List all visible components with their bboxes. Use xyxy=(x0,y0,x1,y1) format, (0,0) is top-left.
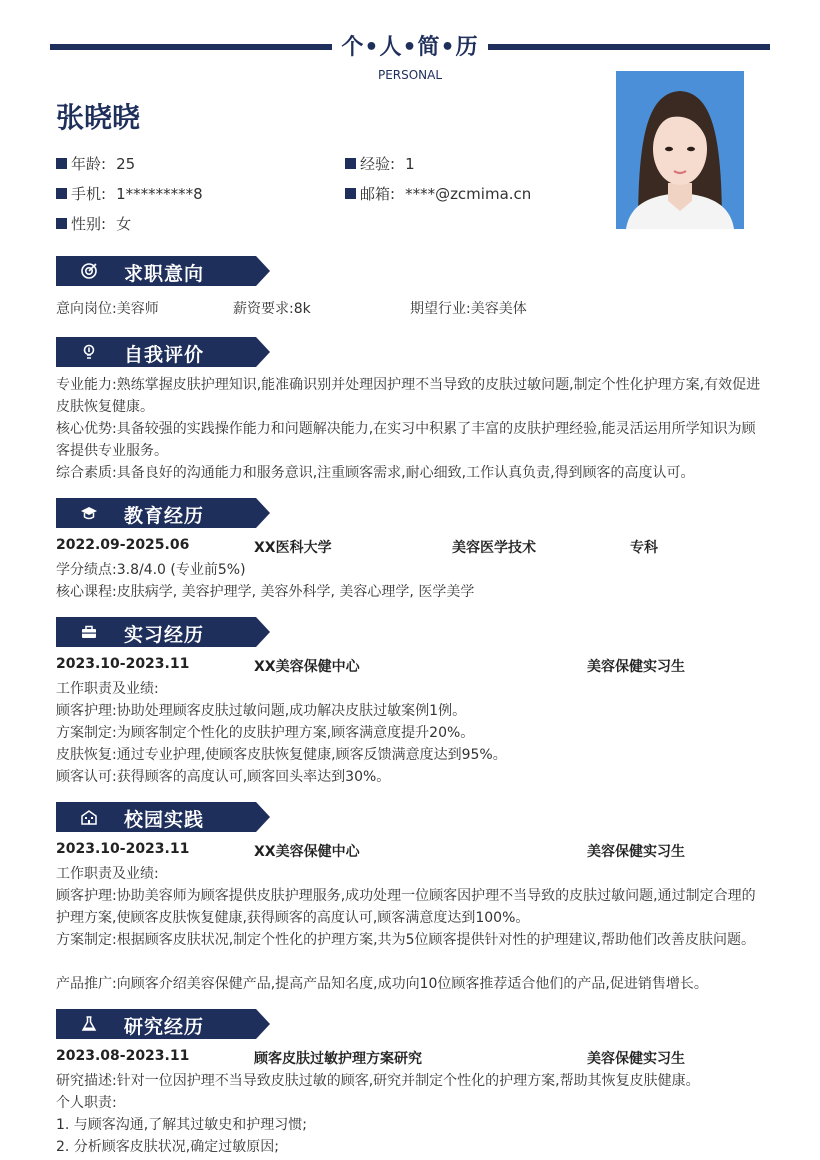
campus-date: 2023.10-2023.11 xyxy=(56,841,190,857)
info-age-value: 25 xyxy=(116,154,136,173)
edu-gpa: 学分绩点:3.8/4.0 (专业前5%) xyxy=(56,562,246,578)
research-date: 2023.08-2023.11 xyxy=(56,1048,190,1064)
section-title-education: 教育经历 xyxy=(124,505,205,527)
lightbulb-icon xyxy=(80,343,98,361)
graduation-cap-icon xyxy=(80,504,98,522)
briefcase-icon xyxy=(80,623,98,641)
info-experience xyxy=(345,153,415,174)
bullet-square-icon xyxy=(345,188,356,199)
document-title: 个•人•简•历 xyxy=(341,35,479,60)
intern-role: 美容保健实习生 xyxy=(587,659,685,675)
intent-position: 意向岗位:美容师 xyxy=(56,301,159,317)
info-phone xyxy=(56,183,203,204)
candidate-name: 张晓晓 xyxy=(56,101,141,134)
self-eval-strength: 核心优势:具备较强的实践操作能力和问题解决能力,在实习中积累了丰富的皮肤护理经验,能灵活运用所学知识为顾客提供专业服务。 xyxy=(56,421,756,459)
bullet-square-icon xyxy=(56,158,67,169)
profile-photo xyxy=(616,71,744,229)
campus-para-care: 顾客护理:协助美容师为顾客提供皮肤护理服务,成功处理一位顾客因护理不当导致的皮肤过敏问题,通过制定合理的护理方案,使顾客皮肤恢复健康,获得顾客的高度认可,顾客满意度达到100%。 xyxy=(56,888,756,926)
intern-line-recognition: 顾客认可:获得顾客的高度认可,顾客回头率达到30%。 xyxy=(56,769,391,785)
self-eval-professional: 专业能力:熟练掌握皮肤护理知识,能准确识别并处理因护理不当导致的皮肤过敏问题,制定个性化护理方案,有效促进皮肤恢复健康。 xyxy=(56,377,761,415)
section-header-education xyxy=(56,498,270,528)
intern-org: XX美容保健中心 xyxy=(254,659,360,675)
section-title-intent: 求职意向 xyxy=(124,263,205,285)
research-line-description: 研究描述:针对一位因护理不当导致皮肤过敏的顾客,研究并制定个性化的护理方案,帮助其恢复皮肤健康。 xyxy=(56,1073,700,1089)
intern-line-recovery: 皮肤恢复:通过专业护理,使顾客皮肤恢复健康,顾客反馈满意度达到95%。 xyxy=(56,747,507,763)
section-title-research: 研究经历 xyxy=(124,1016,205,1038)
intern-date: 2023.10-2023.11 xyxy=(56,656,190,672)
section-title-campus: 校园实践 xyxy=(124,809,205,831)
header-rule-right xyxy=(488,44,770,50)
self-eval-quality: 综合素质:具备良好的沟通能力和服务意识,注重顾客需求,耐心细致,工作认真负责,得到顾客的高度认可。 xyxy=(56,465,695,481)
campus-line-duties: 工作职责及业绩: xyxy=(56,866,159,882)
info-email xyxy=(345,183,531,204)
intern-line-plan: 方案制定:为顾客制定个性化的皮肤护理方案,顾客满意度提升20%。 xyxy=(56,725,475,741)
research-project: 顾客皮肤过敏护理方案研究 xyxy=(254,1051,422,1067)
info-age-label: 年龄: xyxy=(71,155,107,173)
section-header-intent xyxy=(56,256,270,286)
research-line-item-2: 2. 分析顾客皮肤状况,确定过敏原因; xyxy=(56,1139,279,1155)
info-experience-value: 1 xyxy=(405,154,415,173)
document-subtitle: PERSONAL xyxy=(377,68,443,82)
info-experience-label: 经验: xyxy=(360,155,396,173)
intent-salary: 薪资要求:8k xyxy=(233,301,311,317)
edu-date: 2022.09-2025.06 xyxy=(56,537,190,553)
info-email-value: ****@zcmima.cn xyxy=(405,184,532,203)
section-title-internship: 实习经历 xyxy=(124,624,205,646)
campus-org: XX美容保健中心 xyxy=(254,844,360,860)
bullet-square-icon xyxy=(345,158,356,169)
research-role: 美容保健实习生 xyxy=(587,1051,685,1067)
edu-courses: 核心课程:皮肤病学, 美容护理学, 美容外科学, 美容心理学, 医学美学 xyxy=(56,584,475,600)
campus-para-plan: 方案制定:根据顾客皮肤状况,制定个性化的护理方案,共为5位顾客提供针对性的护理建议,帮助他们改善皮肤问题。 xyxy=(56,932,755,948)
edu-degree: 专科 xyxy=(630,540,658,556)
building-icon xyxy=(80,808,98,826)
section-header-research xyxy=(56,1009,270,1039)
campus-role: 美容保健实习生 xyxy=(587,844,685,860)
info-gender-value: 女 xyxy=(116,215,132,233)
info-gender xyxy=(56,213,131,234)
info-phone-value: 1*********8 xyxy=(116,184,203,203)
intern-line-care: 顾客护理:协助处理顾客皮肤过敏问题,成功解决皮肤过敏案例1例。 xyxy=(56,703,467,719)
bullet-square-icon xyxy=(56,218,67,229)
target-icon xyxy=(80,262,98,280)
campus-para-promotion: 产品推广:向顾客介绍美容保健产品,提高产品知名度,成功向10位顾客推荐适合他们的产品,促进销售增长。 xyxy=(56,976,708,992)
research-line-item-1: 1. 与顾客沟通,了解其过敏史和护理习惯; xyxy=(56,1117,307,1133)
info-gender-label: 性别: xyxy=(71,215,107,233)
info-email-label: 邮箱: xyxy=(360,185,396,203)
section-header-internship xyxy=(56,617,270,647)
section-header-campus xyxy=(56,802,270,832)
bullet-square-icon xyxy=(56,188,67,199)
info-age xyxy=(56,153,135,174)
research-line-duties: 个人职责: xyxy=(56,1095,117,1111)
edu-school: XX医科大学 xyxy=(254,540,332,556)
flask-icon xyxy=(80,1015,98,1033)
intent-industry: 期望行业:美容美体 xyxy=(410,301,527,317)
info-phone-label: 手机: xyxy=(71,185,107,203)
header-rule-left xyxy=(50,44,332,50)
section-title-self: 自我评价 xyxy=(124,344,205,366)
edu-major: 美容医学技术 xyxy=(452,540,536,556)
section-header-self xyxy=(56,337,270,367)
intern-line-duties: 工作职责及业绩: xyxy=(56,681,159,697)
